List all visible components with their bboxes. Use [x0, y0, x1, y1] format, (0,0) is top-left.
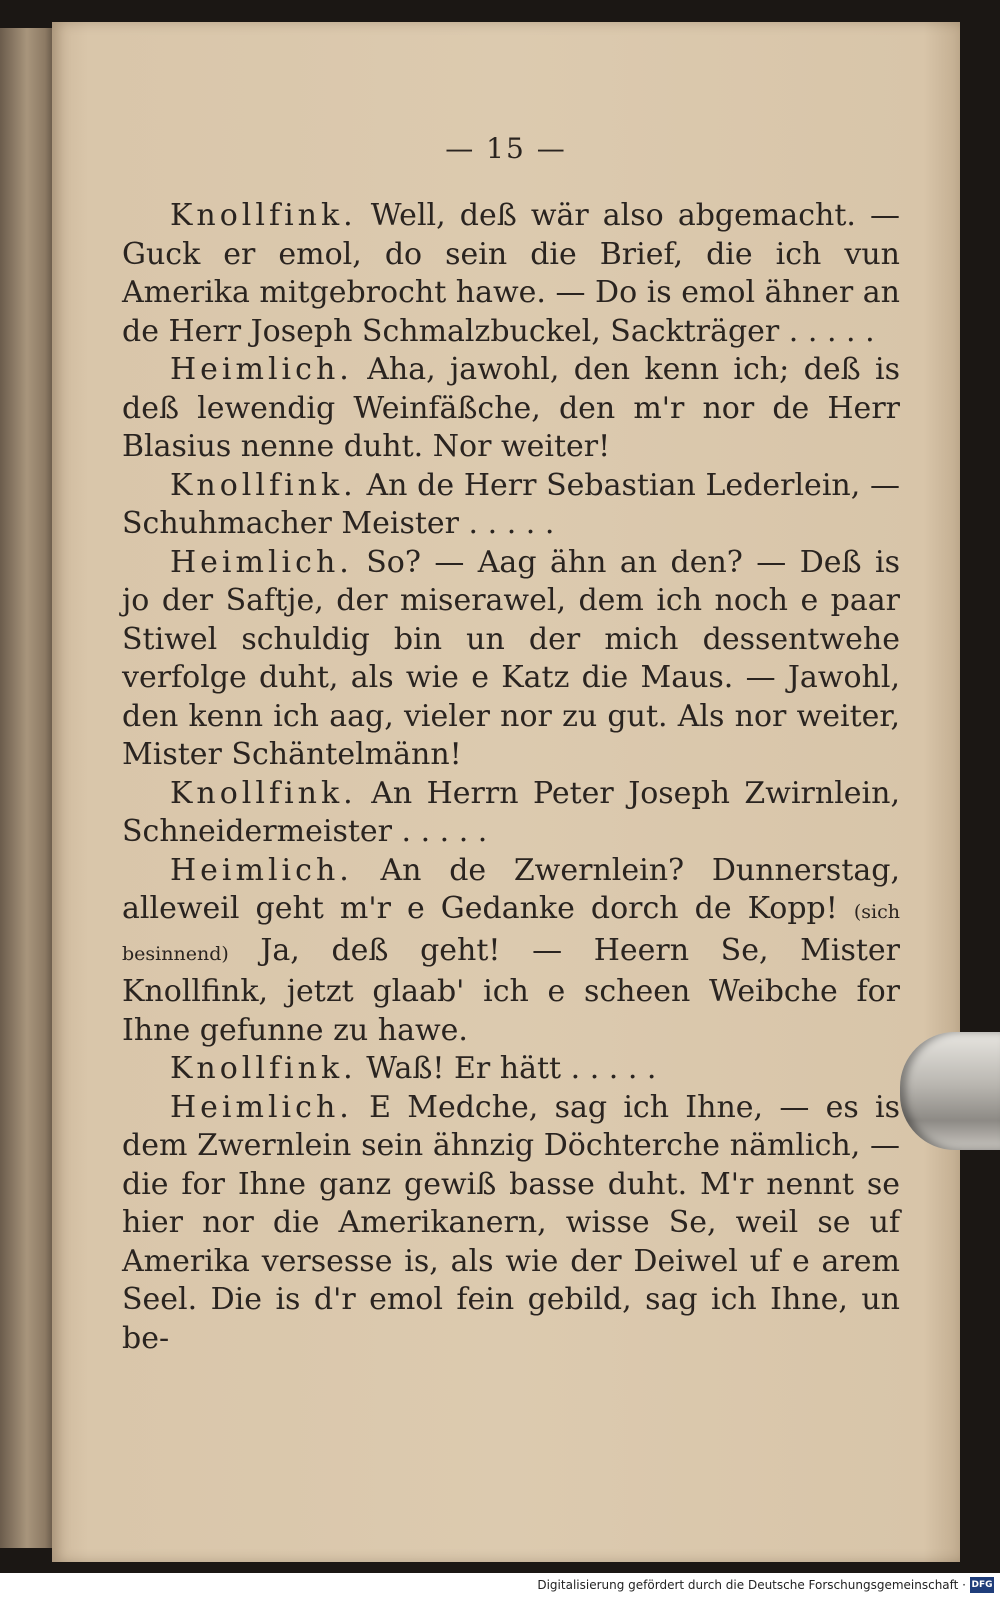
speaker-name: Heimlich. — [170, 352, 353, 387]
speaker-name: Heimlich. — [170, 1089, 353, 1125]
paragraph — [122, 1089, 900, 1359]
dfg-logo-icon: DFG — [970, 1577, 994, 1593]
page-text — [122, 197, 900, 1358]
dialogue-text: Ja, deß geht! — Heern Se, Mister Knollfink, jetzt glaab' ich e scheen Weibche for Ihne gefunne zu hawe. — [122, 932, 900, 1048]
dialogue-text: An Herrn Peter Joseph Zwirnlein, Schneidermeister . . . . . — [122, 775, 900, 849]
dialogue-text: An de Zwernlein? Dunnerstag, alleweil geht m'r e Gedanke dorch de Kopp! — [122, 852, 901, 926]
paragraph — [122, 775, 900, 852]
speaker-name: Heimlich. — [170, 544, 353, 580]
dialogue-text: An de Herr Sebastian Lederlein, — Schuhmacher Meister . . . . . — [122, 467, 900, 541]
page-number: — 15 — — [445, 132, 567, 165]
dialogue-text: Waß! Er hätt . . . . . — [366, 1051, 657, 1086]
dialogue-text: Well, deß wär also abgemacht. — Guck er emol, do sein die Brief, die ich vun Amerika mitgebrocht hawe. — Do is emol ähner an de Herr Joseph Schmalzbuckel, Sackträger . . . . . — [122, 198, 900, 349]
adjacent-page-edge — [0, 28, 60, 1548]
book-page — [52, 22, 960, 1562]
paragraph — [122, 197, 900, 351]
digitization-footer — [0, 1573, 1000, 1599]
paragraph — [122, 467, 900, 544]
paragraph — [122, 1050, 900, 1089]
speaker-name: Knollfink. — [170, 775, 357, 811]
speaker-name: Knollfink. — [170, 467, 357, 503]
paragraph — [122, 852, 900, 1051]
speaker-name: Heimlich. — [170, 852, 353, 888]
paragraph — [122, 544, 900, 775]
stage-direction: (sich besinnend) — [122, 901, 900, 965]
dialogue-text: So? — Aag ähn an den? — Deß is jo der Saftje, der miserawel, dem ich noch e paar Stiwel schuldig bin un der mich dessentwehe verfolge duht, als wie e Katz die Maus. — Jawohl, den kenn ich aag, vieler nor zu gut. Als nor weiter, Mister Schäntelmänn! — [122, 544, 900, 772]
speaker-name: Knollfink. — [170, 198, 357, 233]
footer-credit: Digitalisierung gefördert durch die Deutsche Forschungsgemeinschaft · — [537, 1578, 966, 1592]
paragraph — [122, 351, 900, 467]
speaker-name: Knollfink. — [170, 1051, 357, 1086]
page-clip — [900, 1032, 1000, 1150]
dialogue-text: Aha, jawohl, den kenn ich; deß is deß lewendig Weinfäßche, den m'r nor de Herr Blasius nenne duht. Nor weiter! — [122, 352, 900, 464]
dialogue-text: E Medche, sag ich Ihne, — es is dem Zwernlein sein ähnzig Döchterche nämlich, — die for Ihne ganz gewiß basse duht. M'r nennt se hier nor die Amerikanern, wisse Se, weil se uf Amerika versesse is, als wie der Deiwel uf e arem Seel. Die is d'r emol fein gebild, sag ich Ihne, un be- — [122, 1089, 900, 1356]
